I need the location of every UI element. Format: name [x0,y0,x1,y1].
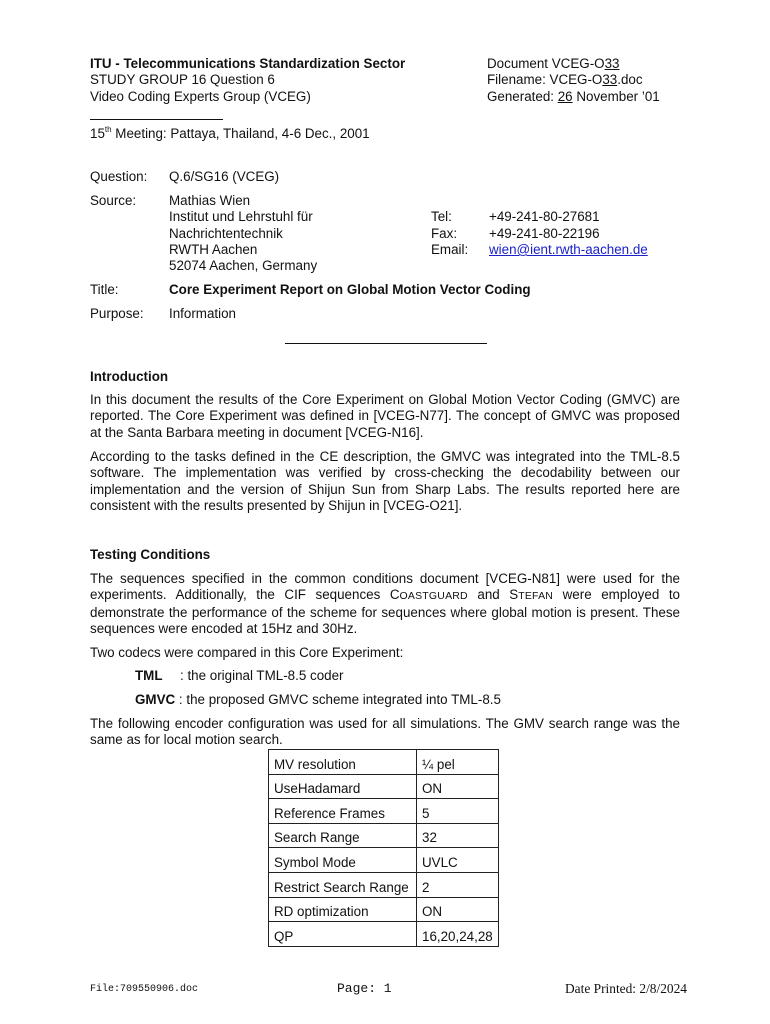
codec-gmvc-desc: : the proposed GMVC scheme integrated into TML-8.5 [178,692,501,707]
title-label: Title: [90,282,119,297]
table-row [269,897,499,922]
config-value: 5 [417,799,499,824]
encoder-config-table [268,749,499,947]
tel-label: Tel: [431,209,452,224]
codec-tml-desc: : the original TML-8.5 coder [180,668,344,683]
group-name: Video Coding Experts Group (VCEG) [90,89,311,104]
question-value: Q.6/SG16 (VCEG) [169,169,280,184]
study-group: STUDY GROUP 16 Question 6 [90,72,275,87]
config-key: QP [269,922,417,947]
testing-paragraph-2: Two codecs were compared in this Core Experiment: [90,645,404,660]
codec-tml-name: TML [135,668,163,683]
config-key: MV resolution [269,750,417,775]
header-rule [90,119,223,120]
purpose-label: Purpose: [90,306,144,321]
table-row [269,799,499,824]
fax-value: +49-241-80-22196 [489,226,600,241]
source-line: Institut und Lehrstuhl für [169,209,313,224]
source-label: Source: [90,193,137,208]
config-key: Search Range [269,823,417,848]
table-row [269,774,499,799]
testing-heading: Testing Conditions [90,547,211,562]
config-value: ON [417,774,499,799]
table-row [269,848,499,873]
document-id: Document VCEG-O33 [487,56,620,71]
source-line: Nachrichtentechnik [169,226,283,241]
org-name: ITU - Telecommunications Standardization Sector [90,56,406,71]
config-key: RD optimization [269,897,417,922]
config-value: UVLC [417,848,499,873]
table-row [269,922,499,947]
filename: Filename: VCEG-O33.doc [487,72,643,87]
codec-gmvc [135,692,501,708]
generated-date: Generated: 26 November ’01 [487,89,660,104]
source-line: Mathias Wien [169,193,251,208]
config-value: 2 [417,872,499,897]
email-link[interactable]: wien@ient.rwth-aachen.de [489,242,648,257]
footer-date: Date Printed: 2/8/2024 [565,981,687,996]
table-row [269,823,499,848]
intro-heading: Introduction [90,369,169,384]
table-row [269,872,499,897]
source-line: 52074 Aachen, Germany [169,258,318,273]
testing-paragraph-3: The following encoder configuration was used for all simulations. The GMV search range was the same as for local motion search. [90,716,680,748]
source-line: RWTH Aachen [169,242,258,257]
config-value: 16,20,24,28 [417,922,499,947]
meeting-info: 15th Meeting: Pattaya, Thailand, 4-6 Dec., 2001 [90,125,370,141]
footer-page: Page: 1 [337,981,392,996]
fax-label: Fax: [431,226,458,241]
testing-paragraph-1: The sequences specified in the common conditions document [VCEG-N81] were used for the experiments. Additionally, the CIF sequences COASTGUARD and STEFAN were employed to demonstrate the performance of the scheme for sequences where global motion is present. These sequences were encoded at 15Hz and 30Hz. [90,571,680,637]
section-divider [285,343,487,344]
config-value: ON [417,897,499,922]
tel-value: +49-241-80-27681 [489,209,600,224]
config-key: Restrict Search Range [269,872,417,897]
document-title: Core Experiment Report on Global Motion Vector Coding [169,282,531,297]
footer-filename: File:709550906.doc [90,984,199,995]
intro-paragraph-1: In this document the results of the Core Experiment on Global Motion Vector Coding (GMVC) are reported. The Core Experiment was defined in [VCEG-N77]. The concept of GMVC was proposed at the Santa Barbara meeting in document [VCEG-N16]. [90,392,680,440]
purpose-value: Information [169,306,236,321]
config-value: ¼ pel [417,750,499,775]
codec-gmvc-name: GMVC [135,692,176,707]
config-key: UseHadamard [269,774,417,799]
config-key: Symbol Mode [269,848,417,873]
config-key: Reference Frames [269,799,417,824]
table-row [269,750,499,775]
intro-paragraph-2: According to the tasks defined in the CE description, the GMVC was integrated into the TML-8.5 software. The implementation was verified by cross-checking the decodability between our implementation and the version of Shijun Sun from Sharp Labs. The results reported here are consistent with the results presented by Shijun in [VCEG-O21]. [90,449,680,514]
question-label: Question: [90,169,148,184]
email-label: Email: [431,242,469,257]
config-value: 32 [417,823,499,848]
